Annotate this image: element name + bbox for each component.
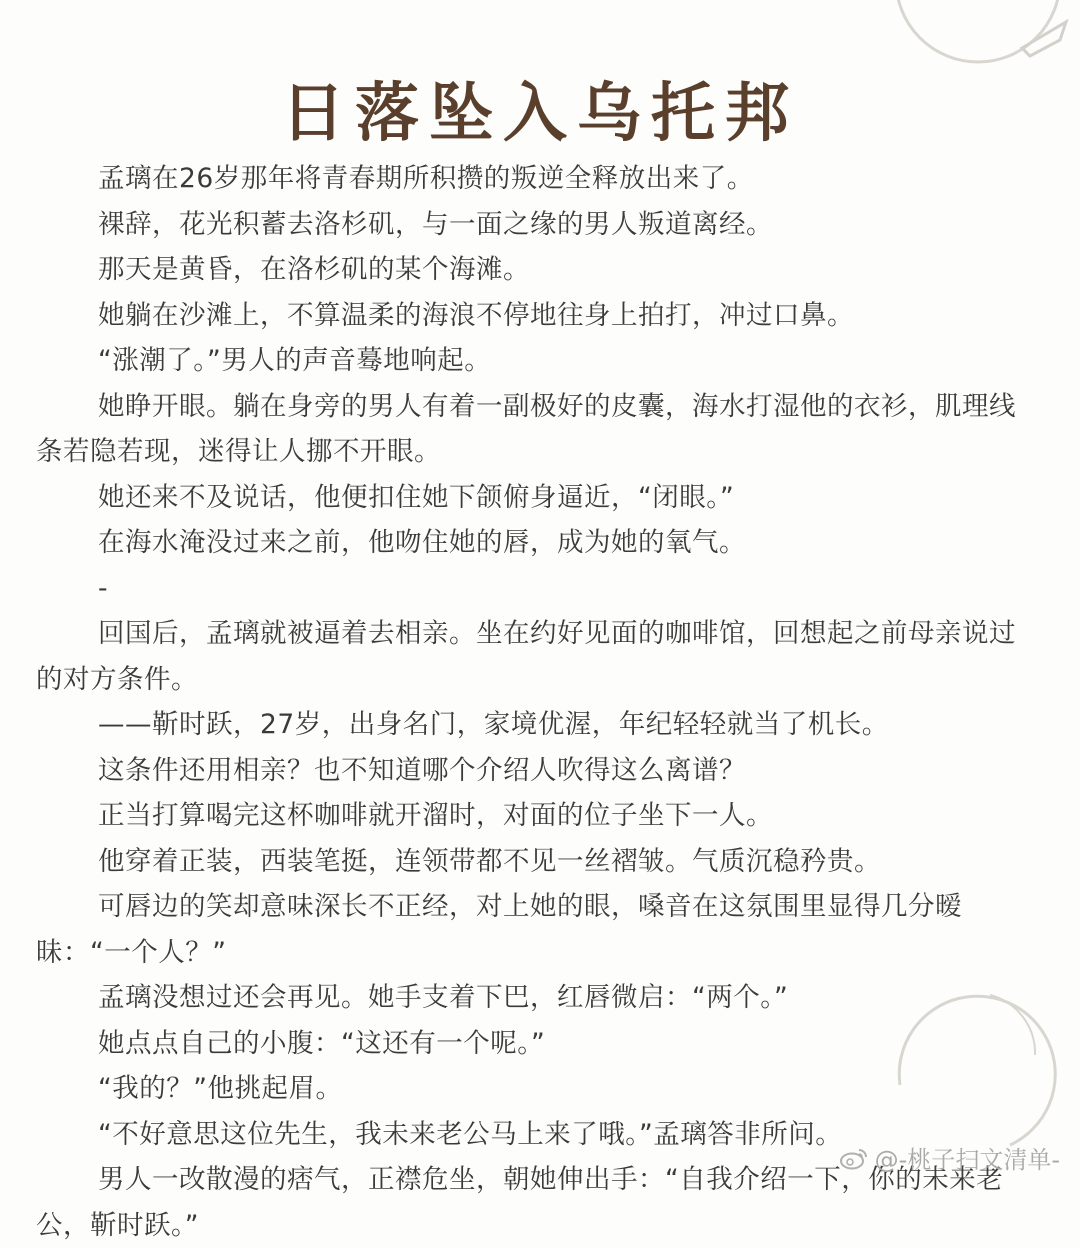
paragraph: 可唇边的笑却意味深长不正经，对上她的眼，嗓音在这氛围里显得几分暧昧：“一个人？” [36,891,962,968]
paragraph: 这条件还用相亲？也不知道哪个介绍人吹得这么离谱？ [98,754,746,786]
paragraph: ——靳时跃，27岁，出身名门，家境优渥，年纪轻轻就当了机长。 [98,709,889,740]
paragraph: “不好意思这位先生，我未来老公马上来了哦。”孟璃答非所问。 [98,1118,843,1150]
paragraph: 他穿着正装，西装笔挺，连领带都不见一丝褶皱。气质沉稳矜贵。 [98,845,881,877]
paragraph: 她点点自己的小腹：“这还有一个呢。” [98,1027,546,1059]
paragraph: 正当打算喝完这杯咖啡就开溜时，对面的位子坐下一人。 [98,800,773,831]
page-title: 日落坠入乌托邦 [281,77,799,151]
paragraph: 她睁开眼。躺在身旁的男人有着一副极好的皮囊，海水打湿他的衣衫，肌理线条若隐若现，迷得让人挪不开眼。 [36,390,1016,467]
paragraph: 孟璃没想过还会再见。她手支着下巴，红唇微启：“两个。” [98,982,789,1013]
paragraph: 裸辞，花光积蓄去洛杉矶，与一面之缘的男人叛道离经。 [98,208,773,240]
paragraph: 在海水淹没过来之前，他吻住她的唇，成为她的氧气。 [98,527,746,558]
section-separator: - [98,572,109,604]
paragraph: 回国后，孟璃就被逼着去相亲。坐在约好见面的咖啡馆，回想起之前母亲说过的对方条件。 [36,618,1016,695]
paragraph: 男人一改散漫的痞气，正襟危坐，朝她伸出手：“自我介绍一下，你的未来老公，靳时跃。” [36,1164,1004,1241]
paragraph: 孟璃在26岁那年将青春期所积攒的叛逆全释放出来了。 [98,163,754,194]
watermark [839,1140,1060,1175]
paragraph: 她还来不及说话，他便扣住她下颌俯身逼近，“闭眼。” [98,481,735,513]
paragraph: “涨潮了。”男人的声音蓦地响起。 [98,345,492,376]
story-body [36,156,1032,1248]
paragraph: 那天是黄昏，在洛杉矶的某个海滩。 [98,254,530,285]
paragraph: “我的？”他挑起眉。 [98,1073,343,1104]
paragraph: 她躺在沙滩上，不算温柔的海浪不停地往身上拍打，冲过口鼻。 [98,299,854,331]
watermark-text: @-桃子扫文清单- [874,1146,1060,1174]
weibo-icon [839,1146,869,1170]
